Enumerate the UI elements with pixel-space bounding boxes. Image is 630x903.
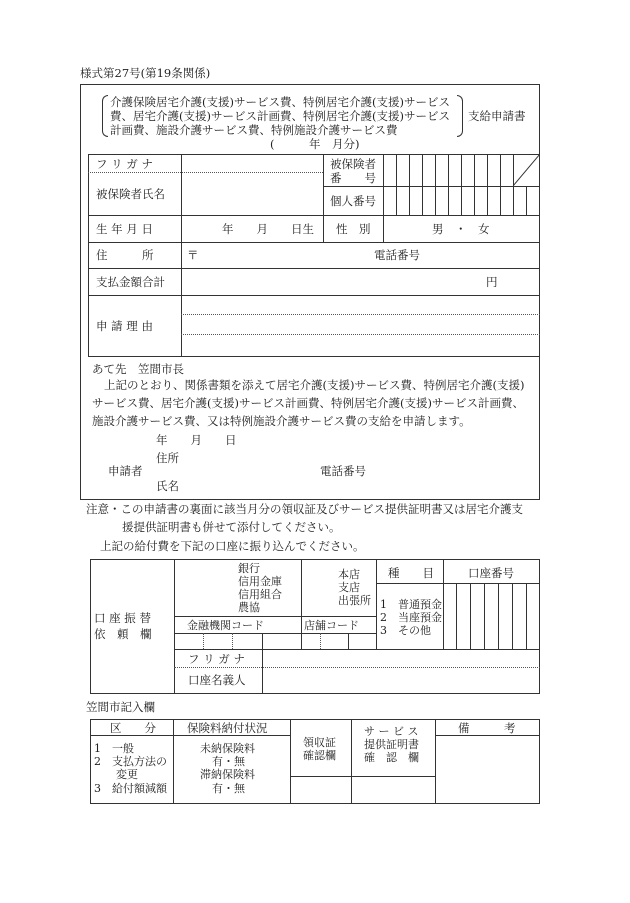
sex-label: 性 別 <box>336 222 371 236</box>
application-date[interactable]: 年 月 日 <box>156 433 237 447</box>
title-line2: 費、居宅介護(支援)サービス計画費、特例居宅介護(支援)サービス <box>110 109 450 123</box>
declaration-body-2: サービス費、居宅介護(支援)サービス計画費、特例居宅介護(支援)サービス計画費、 <box>92 396 524 410</box>
title-period: ( 年 月分) <box>270 137 360 151</box>
furigana-label: フ リ ガ ナ <box>96 157 153 171</box>
bank-type-nokyo[interactable]: 農協 <box>238 601 260 614</box>
office-use-header: 笠間市記入欄 <box>86 700 155 714</box>
birth-date-label: 生 年 月 日 <box>96 222 153 236</box>
branch-code-label: 店舗コード <box>304 619 359 632</box>
account-kind-2[interactable]: 2 当座預金 <box>380 611 442 624</box>
receipt-check-label: 領収証 <box>303 736 336 749</box>
branch-type-office[interactable]: 出張所 <box>338 594 371 607</box>
applicant-name-label: 氏名 <box>156 479 179 493</box>
insured-name-label: 被保険者氏名 <box>96 187 165 201</box>
title-right-bracket <box>457 95 463 137</box>
applicant-label: 申請者 <box>108 464 143 478</box>
institution-code-label: 金融機関コード <box>187 619 264 632</box>
note-line-2: 援提供証明書も併せて添付してください。 <box>122 520 341 534</box>
account-kind-header: 種 目 <box>388 566 434 580</box>
delinquent-premium-value[interactable]: 有・無 <box>212 782 245 795</box>
applicant-phone-label: 電話番号 <box>320 464 366 478</box>
service-cert-label-3: 確 認 欄 <box>364 751 419 764</box>
account-kind-3[interactable]: 3 その他 <box>380 624 431 637</box>
receipt-check-label-2: 確認欄 <box>303 749 336 762</box>
bank-section-label: 口 座 振 替 <box>94 611 151 625</box>
sex-field[interactable]: 男 ・ 女 <box>432 222 490 236</box>
birth-date-field[interactable]: 年 月 日生 <box>222 222 314 236</box>
account-kind-1[interactable]: 1 普通預金 <box>380 598 442 611</box>
bank-type-shinkin[interactable]: 信用金庫 <box>238 575 282 588</box>
unpaid-premium-label: 未納保険料 <box>200 742 255 755</box>
note-line-1: 注意・この申請書の裏面に該当月分の領収証及びサービス提供証明書又は居宅介護支 <box>86 502 523 516</box>
category-header: 区 分 <box>110 721 156 735</box>
remarks-header: 備 考 <box>458 721 516 735</box>
title-line1: 介護保険居宅介護(支援)サービス費、特例居宅介護(支援)サービス <box>110 95 450 109</box>
title-line3: 計画費、施設介護サービス費、特例施設介護サービス費 <box>110 123 398 137</box>
bank-section-label-2: 依 頼 欄 <box>94 627 152 641</box>
total-amount-label: 支払金額合計 <box>96 275 165 289</box>
declaration-body-3: 施設介護サービス費、又は特例施設介護サービス費の支給を申請します。 <box>92 414 471 428</box>
account-furigana-label: フ リ ガ ナ <box>188 652 245 666</box>
service-cert-label-2: 提供証明書 <box>364 738 419 751</box>
branch-type-branch[interactable]: 支店 <box>338 581 360 594</box>
category-3: 3 給付額減額 <box>94 782 167 795</box>
insurance-status-header: 保険料納付状況 <box>187 721 268 735</box>
delinquent-premium-label: 滞納保険料 <box>200 768 255 781</box>
applicant-address-label: 住所 <box>156 451 179 465</box>
yen-unit: 円 <box>486 275 498 289</box>
reason-label: 申 請 理 由 <box>96 319 153 333</box>
transfer-instruction: 上記の給付費を下記の口座に振り込んでください。 <box>100 539 365 553</box>
insured-number-label: 被保険者 <box>330 157 376 171</box>
category-2: 2 支払方法の <box>94 755 167 768</box>
unused-digit-slash <box>513 154 540 186</box>
account-holder-label: 口座名義人 <box>188 673 246 687</box>
account-number-header: 口座番号 <box>468 566 514 580</box>
form-id: 様式第27号(第19条関係) <box>80 66 211 80</box>
postal-mark: 〒 <box>187 248 199 262</box>
unpaid-premium-value[interactable]: 有・無 <box>212 755 245 768</box>
title-suffix: 支給申請書 <box>468 109 526 123</box>
declaration-body-1: 上記のとおり、関係書類を添えて居宅介護(支援)サービス費、特例居宅介護(支援) <box>104 378 525 392</box>
personal-number-label: 個人番号 <box>330 194 376 208</box>
service-cert-label: サ ー ビ ス <box>364 725 419 738</box>
insured-number-label-2: 番 号 <box>330 171 376 185</box>
addressee: あて先 笠間市長 <box>92 362 184 376</box>
category-1: 1 一般 <box>94 742 134 755</box>
category-2b: 変更 <box>94 768 138 781</box>
title-left-bracket <box>102 95 108 137</box>
address-label: 住 所 <box>96 248 154 262</box>
bank-type-bank[interactable]: 銀行 <box>238 562 260 575</box>
bank-type-kumiai[interactable]: 信用組合 <box>238 588 282 601</box>
branch-type-main[interactable]: 本店 <box>338 568 360 581</box>
phone-label: 電話番号 <box>374 248 420 262</box>
